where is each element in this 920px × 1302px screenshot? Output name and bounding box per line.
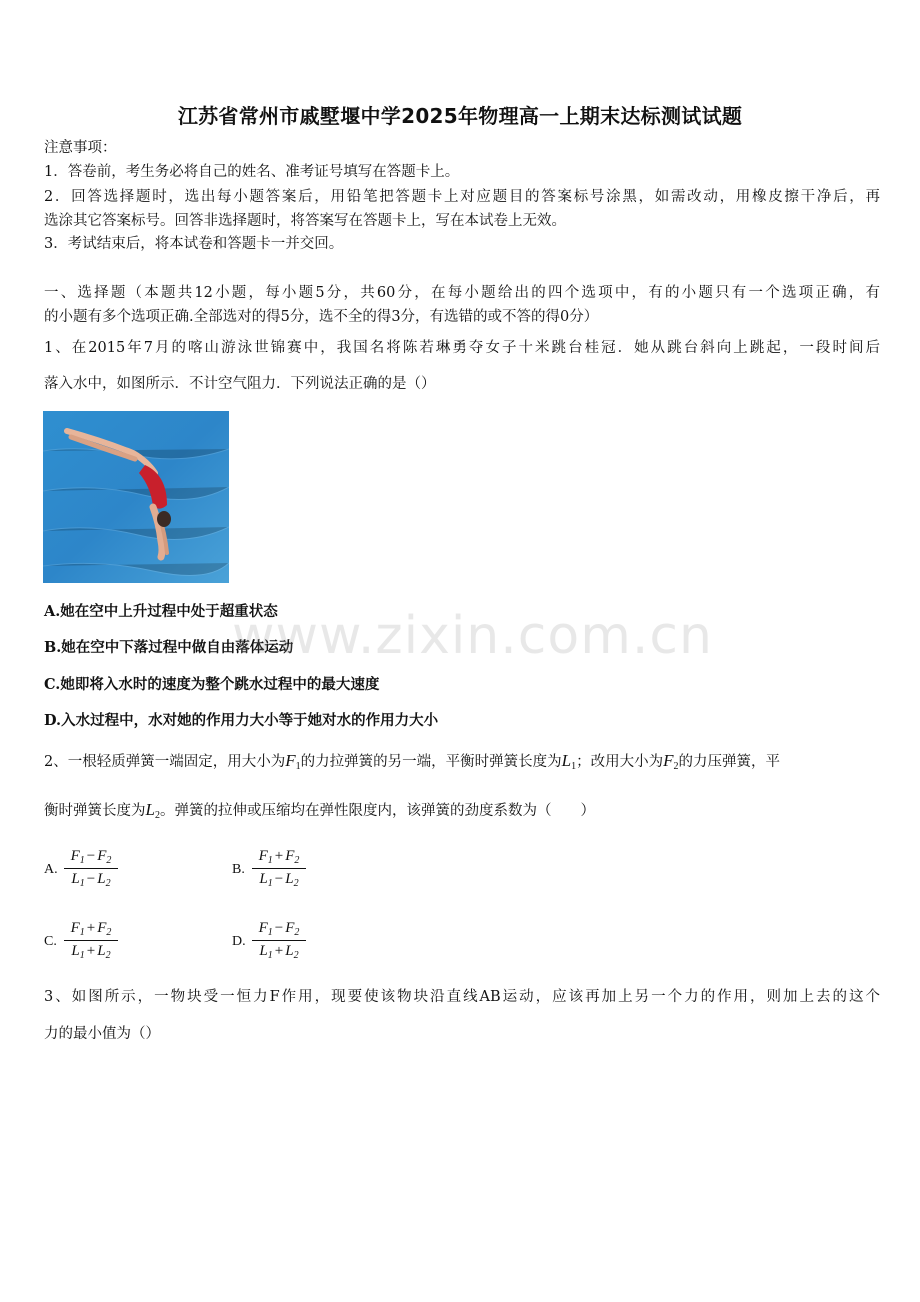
q1-stem-line-1: 1、在2015年7月的喀山游泳世锦赛中，我国名将陈若琳勇夺女子十米跳台桂冠．她从跳台斜向上跳起，一段时间后 xyxy=(44,340,880,356)
q1-option-c: C.她即将入水时的速度为整个跳水过程中的最大速度 xyxy=(44,676,380,693)
watermark: www.zixin.com.cn xyxy=(232,606,713,666)
q3-stem-line-1: 3、如图所示，一物块受一恒力F作用，现要使该物块沿直线AB运动，应该再加上另一个力的作用，则加上去的这个 xyxy=(44,989,880,1005)
exam-page: 江苏省常州市戚墅堰中学2025年物理高一上期末达标测试试题 注意事项： 1．答卷前，考生务必将自己的姓名、准考证号填写在答题卡上。 2．回答选择题时，选出每小题答案后，用铅笔把答题卡上对应题目的答案标号涂黑，如需改动，用橡皮擦干净后，再 选涂其它答案标号。回答非选择题时，将答案写在答题卡上，写在本试卷上无效。 3．考试结束后，将本试卷和答题卡一并交回。 一、选择题（本题共12小题，每小题5分，共60分，在每小题给出的四个选项中，有的小题只有一个选项正确，有 的小题有多个选项正确.全部选对的得5分，选不全的得3分，有选错的或不答的得0分） 1、在2015年7月的喀山游泳世锦赛中，我国名将陈若琳勇夺女子十米跳台桂冠．她从跳台斜向上跳起，一段时间后 落入水中，如图所示．不计空气阻力．下列说法正确的是（） A.她在空中上升过程中处于超重状态 B.她在空中下落过程中做自由落体运动 C.她即将入水时的速度为整个跳水过程中的最大速度 D.入水过程中，水对她的作用力大小等于她对水的作用力大小 www.zixin.com.cn 2、一根轻质弹簧一端固定，用大小为$F_1$的力拉弹簧的另一端，平衡时弹簧长度为$L_1$；改用大小为$F_2$的力压弹簧，平 衡时弹簧长度为$L_2$。弹簧的拉伸或压缩均在弹性限度内，该弹簧的劲度系数为（ ） A. $\frac{F_1 - F_2}{L_1 - L_2}$ B. $\frac{F_1 + F_2}{L_1 - L_2}$ C. $\frac{F_1 + F_2}{L_1 + L_2}$ D. $\frac{F_1 - F_2}{L_1 + L_2}$ 3、如图所示，一物块受一恒力F作用，现要使该物块沿直线AB运动，应该再加上另一个力的作用，则加上去的这个 力的最小值为（） xyxy=(0,0,920,1302)
q1-option-a: A.她在空中上升过程中处于超重状态 xyxy=(44,603,278,620)
page-title: 江苏省常州市戚墅堰中学2025年物理高一上期末达标测试试题 xyxy=(177,104,743,128)
fraction: $\frac{F_1 + F_2}{L_1 - L_2}$ xyxy=(252,848,306,889)
diver-photo xyxy=(43,411,229,583)
q1-option-b: B.她在空中下落过程中做自由落体运动 xyxy=(44,639,294,656)
notice-item-2a: 2．回答选择题时，选出每小题答案后，用铅笔把答题卡上对应题目的答案标号涂黑，如需改动，用橡皮擦干净后，再 xyxy=(44,189,880,205)
notice-item-3: 3．考试结束后，将本试卷和答题卡一并交回。 xyxy=(44,236,344,252)
notice-item-2b: 选涂其它答案标号。回答非选择题时，将答案写在答题卡上，写在本试卷上无效。 xyxy=(44,213,566,229)
section-heading-line-1: 一、选择题（本题共12小题，每小题5分，共60分，在每小题给出的四个选项中，有的小题只有一个选项正确，有 xyxy=(44,285,880,301)
fraction: $\frac{F_1 - F_2}{L_1 + L_2}$ xyxy=(252,920,306,961)
q2-stem-line-1: 2、一根轻质弹簧一端固定，用大小为$F_1$的力拉弹簧的另一端，平衡时弹簧长度为$L_1$；改用大小为$F_2$的力压弹簧，平 xyxy=(44,751,780,772)
notice-item-1: 1．答卷前，考生务必将自己的姓名、准考证号填写在答题卡上。 xyxy=(44,164,460,180)
fraction: $\frac{F_1 + F_2}{L_1 + L_2}$ xyxy=(64,920,118,961)
q1-option-d: D.入水过程中，水对她的作用力大小等于她对水的作用力大小 xyxy=(44,712,439,729)
q1-stem-line-2: 落入水中，如图所示．不计空气阻力．下列说法正确的是（） xyxy=(44,376,436,392)
q2-stem-line-2: 衡时弹簧长度为$L_2$。弹簧的拉伸或压缩均在弹性限度内，该弹簧的劲度系数为（ ） xyxy=(44,800,595,821)
section-heading-line-2: 的小题有多个选项正确.全部选对的得5分，选不全的得3分，有选错的或不答的得0分） xyxy=(44,309,599,325)
q3-stem-line-2: 力的最小值为（） xyxy=(44,1026,160,1042)
notice-heading: 注意事项： xyxy=(44,140,117,156)
fraction: $\frac{F_1 - F_2}{L_1 - L_2}$ xyxy=(64,848,118,889)
